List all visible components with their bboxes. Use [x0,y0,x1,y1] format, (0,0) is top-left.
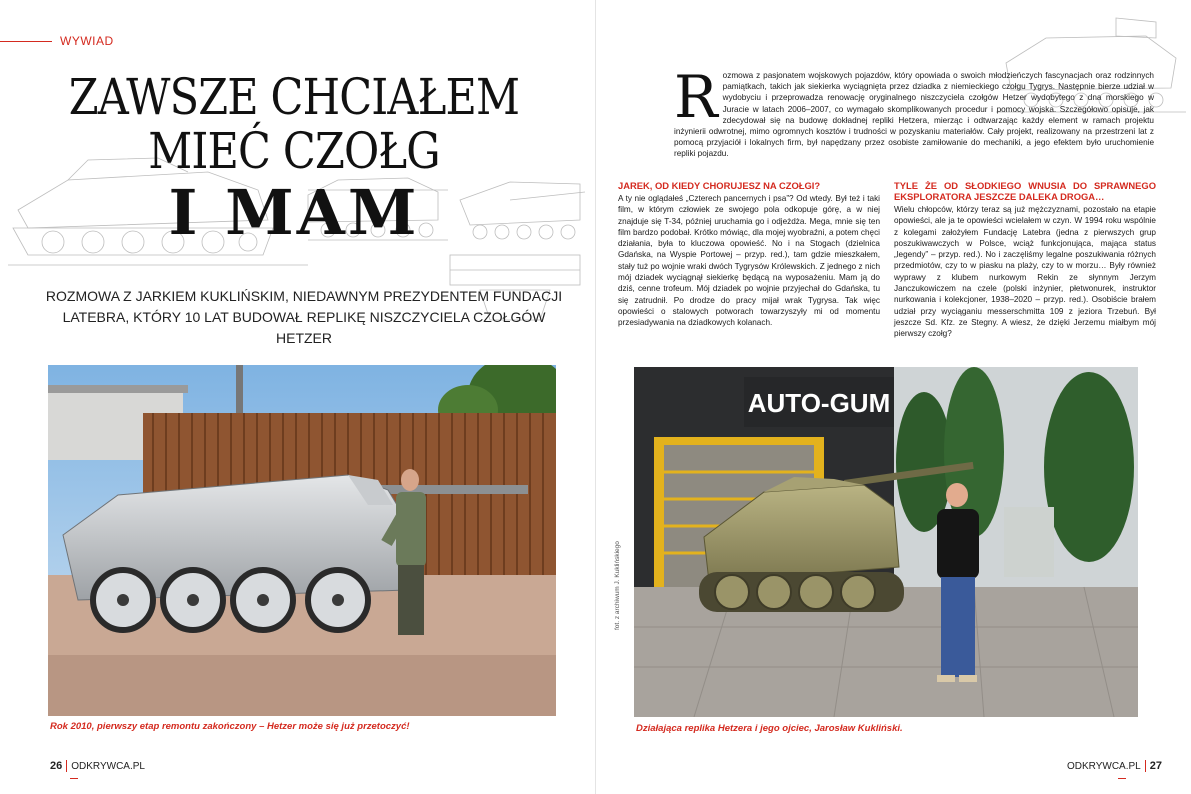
footer-site-left: ODKRYWCA.PL [71,761,145,772]
shop-sign-text: AUTO-GUM [747,388,891,418]
footer-rule-left [70,778,78,779]
footer-rule-right [1118,778,1126,779]
footer-divider-right [1145,760,1146,772]
right-page [596,0,1191,794]
left-page [0,0,595,794]
page-number-left: 26 [50,760,63,772]
column-left [618,180,880,329]
photo-hetzer-hull [48,365,556,716]
photo-credit: fot. z archiwum J. Kuklińskiego [614,541,621,630]
deck: ROZMOWA Z JARKIEM KUKLIŃSKIM, NIEDAWNYM PREZYDENTEM FUNDACJI LATEBRA, KTÓRY 10 LAT BUDOWAŁ REPLIKĘ NISZCZYCIELA CZOŁGÓW HETZER [45,288,563,346]
section-tag: WYWIAD [60,34,114,48]
page-number-right: 27 [1149,760,1162,772]
section-rule [0,41,52,42]
answer-text-2: Wielu chłopców, którzy teraz są już mężczyznami, pozostało na etapie opowieści, ale ja te opowieści wcielałem w czyn. W 1994 roku wspólnie z kolegami założyłem Fundację Latebra (jedna z pierwszych grup poszukiwawczych w Polsce, wciąż funkcjonująca, mająca status „legendy” – przyp. red.). No i zaczęliśmy legalne poszukiwania różnych przedmiotów, czy to w piasku na plaży, czy to w morzu… Były również wyprawy z klubem nurkowym Rekin ze słynnym Jerzym Janczukowiczem na czele (polski inżynier, płetwonurek, instruktor nurkowania i kolekcjoner, 1938–2020 – przyp. red.). Osobiście brałem udział przy wyciąganiu messerschmitta 109 z jeziora Trzebuń. Był jeszcze Sd. Kfz. ze Stegny. A wiesz, że dzięki Jerzemu miałbym mój pierwszy czołg? [894,205,1156,339]
intro-text: ozmowa z pasjonatem wojskowych pojazdów, który opowiada o swoich młodzieńczych fascynacjach oraz rodzinnych pamiątkach, takich jak siekierka wyciągnięta przez dziadka z niemieckiego czołgu Tygrys. Następnie bierze udział w wydobyciu i przeprowadza renowację oryginalnego niszczyciela czołgów Hetzer wydobytego z dna morskiego w Juracie w latach 2006–2007, co wymagało skomplikowanych procedur i pomocy wojska. Szczegółowo opisuje, jak zdecydował się na budowę dokładnej repliki Hetzera, mierząc i odtwarzając każdy element w ramach projektu inżynierii odwrotnej, mimo ogromnych kosztów i trudności w pozyskaniu materiałów. Cały projekt, realizowany na przestrzeni lat z pomocą przyjaciół i lokalnych firm, był napędzany przez osobiste zamiłowanie do mechaniki, a jego efektem było uruchomienie repliki pojazdu. [674,71,1154,159]
footer-left [50,760,145,772]
drop-cap: R [674,63,718,131]
headline-line-3: I MAM [168,176,420,249]
headline [14,68,574,249]
intro-paragraph [674,63,1154,160]
headline-line-2: MIEĆ CZOŁG [148,122,440,180]
caption-left: Rok 2010, pierwszy etap remontu zakończony – Hetzer może się już przetoczyć! [50,721,410,732]
caption-right: Działająca replika Hetzera i jego ojciec, Jarosław Kukliński. [636,723,903,734]
question-heading-2: TYLE ŻE OD SŁODKIEGO WNUSIA DO SPRAWNEGO EKSPLORATORA JESZCZE DALEKA DROGA… [894,180,1156,202]
footer-site-right: ODKRYWCA.PL [1067,761,1141,772]
footer-right [1067,760,1162,772]
headline-line-1: ZAWSZE CHCIAŁEM [68,68,520,126]
column-right [894,180,1156,340]
footer-divider-left [66,760,67,772]
answer-text-1: A ty nie oglądałeś „Czterech pancernych i psa”? Od wtedy. Był też i taki film, w którym człowiek ze swojego pola odkopuje górę, a w niej znajduje się T-34, później uruchamia go i odjeżdża. Mega, mnie się ten film bardzo podobał. Krótko mówiąc, dla mojej wyobraźni, a potem chęci działania, była to kluczowa opowieść. No i na Stogach (dzielnica Gdańska, na Wyspie Portowej – przyp. red.), tam gdzie mieszkałem, stały tuż po wojnie wraki dwóch Tygrysów Królewskich. Z jednego z nich mój dziadek wyciągnął siekierkę będącą na wyposażeniu. Mam ją do dziś, cenne trofeum. Mój dziadek po wojnie przyjechał do Gdańska, tu się zatrudnił. Po drodze do pracy mijał wrak Tygrysa. Tak więc opowieści o stalowych potworach towarzyszyły mi od momentu przesiadywania na dziadkowych kolanach. [618,194,880,328]
question-heading-1: JAREK, OD KIEDY CHORUJESZ NA CZOŁGI? [618,180,821,191]
photo-hetzer-replica [634,367,1138,717]
